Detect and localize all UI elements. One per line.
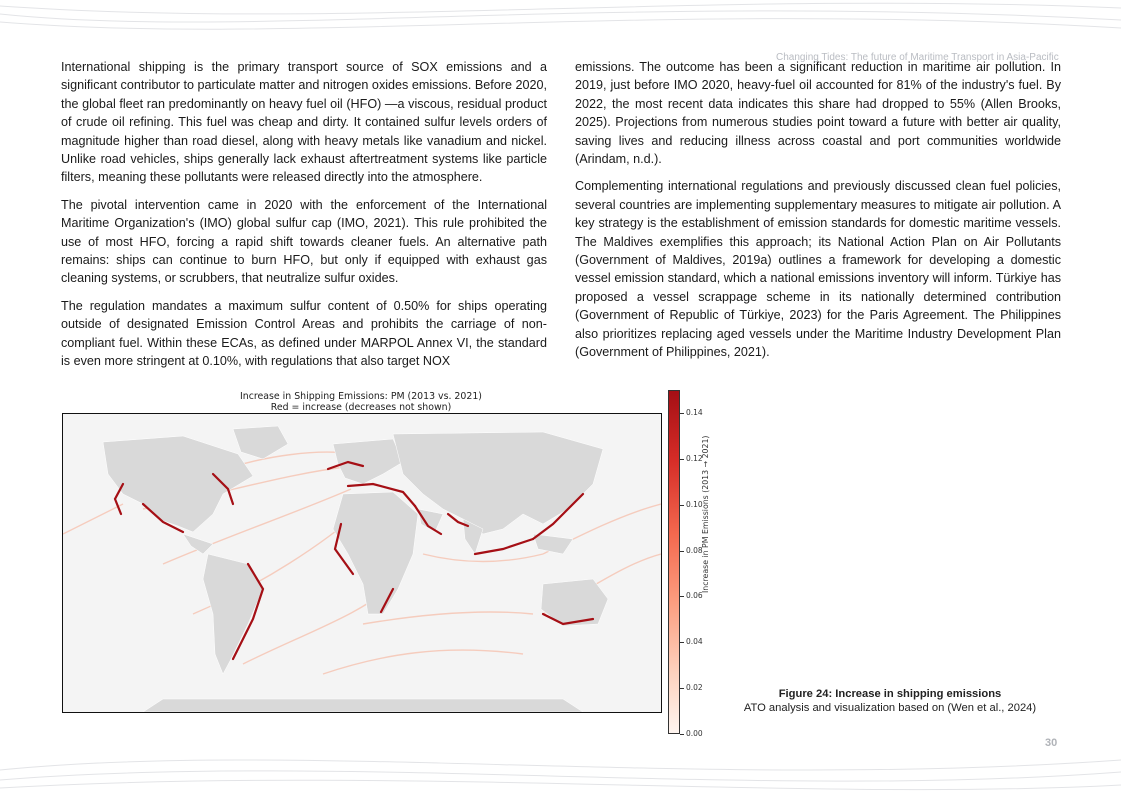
colorbar-tick-label: 0.12	[686, 454, 703, 463]
caption-title: Figure 24: Increase in shipping emissions	[778, 688, 1002, 700]
colorbar-tick	[680, 413, 684, 414]
colorbar-tick	[680, 596, 684, 597]
right-text-column	[575, 58, 1061, 371]
caption-source: ATO analysis and visualization based on (Wen et al., 2024)	[743, 702, 1037, 714]
colorbar-tick	[680, 551, 684, 552]
footer-wave-decoration	[0, 730, 1121, 793]
paragraph: International shipping is the primary transport source of SOX emissions and a significant contributor to particulate matter and nitrogen oxides emissions. Before 2020, the global fleet ran predominantly on heavy fuel oil (HFO) —a viscous, residual product of crude oil refining. This fuel was cheap and dirty. It contained sulfur levels orders of magnitude higher than road diesel, along with heavy metals like vanadium and nickel. Unlike road vehicles, ships generally lack exhaust aftertreatment systems like particle filters, meaning these pollutants were released directly into the atmosphere.	[61, 60, 547, 185]
paragraph: emissions. The outcome has been a significant reduction in maritime air pollution. In 2019, just before IMO 2020, heavy-fuel oil accounted for 81% of the industry's fuel. By 2022, the most recent data indicates this share had dropped to 55% (Allen Brooks, 2025). Projections from numerous studies point toward a future with better air quality, saving lives and reducing illness across coastal and port communities worldwide (Arindam, n.d.).	[575, 60, 1061, 167]
paragraph: The regulation mandates a maximum sulfur content of 0.50% for ships operating outside of designated Emission Control Areas and prohibits the carriage of non-compliant fuel. Within these ECAs, as defined under MARPOL Annex VI, the standard is even more stringent at 0.10%, with regulations that also target NOX	[61, 298, 547, 369]
colorbar-tick-label: 0.10	[686, 500, 703, 509]
colorbar-tick-label: 0.04	[686, 637, 703, 646]
colorbar-tick-label: 0.00	[686, 729, 703, 738]
colorbar	[668, 390, 680, 734]
emissions-map-figure	[60, 388, 710, 738]
running-header: Changing Tides: The future of Maritime Transport in Asia-Pacific	[776, 52, 1059, 63]
chart-subtitle: Red = increase (decreases not shown)	[270, 402, 452, 413]
antarctica	[143, 699, 583, 712]
paragraph: The pivotal intervention came in 2020 with the enforcement of the International Maritime Organization's (IMO) global sulfur cap (IMO, 2021). This rule prohibited the use of most HFO, forcing a rapid shift towards cleaner fuels. An alternative path remains: ships can continue to burn HFO, but only if equipped with exhaust gas cleaning systems, or scrubbers, that neutralize sulfur oxides.	[61, 197, 547, 286]
world-map	[62, 413, 662, 713]
colorbar-tick	[680, 459, 684, 460]
page-number: 30	[1045, 737, 1058, 749]
colorbar-tick	[680, 688, 684, 689]
colorbar-tick	[680, 734, 684, 735]
colorbar-tick-label: 0.14	[686, 408, 703, 417]
colorbar-tick-label: 0.08	[686, 546, 703, 555]
colorbar-tick	[680, 505, 684, 506]
left-text-column	[61, 58, 547, 380]
colorbar-tick-label: 0.06	[686, 591, 703, 600]
chart-title: Increase in Shipping Emissions: PM (2013 vs. 2021)	[240, 391, 482, 402]
colorbar-label: Increase in PM Emissions (2013 → 2021)	[701, 435, 710, 593]
figure-caption	[730, 688, 1050, 714]
colorbar-tick-label: 0.02	[686, 683, 703, 692]
paragraph: Complementing international regulations and previously discussed clean fuel policies, several countries are implementing supplementary measures to mitigate air pollution. A key strategy is the establishment of emission standards for domestic maritime vessels. The Maldives exemplifies this approach; its National Action Plan on Air Pollutants (Government of Maldives, 2019a) outlines a framework for developing a domestic vessel emission standard, which a national emissions inventory will inform. Türkiye has proposed a vessel scrappage scheme in its nationally determined contribution (Government of Republic of Türkiye, 2023) for the Paris Agreement. The Philippines also prioritizes replacing aged vessels under the Maritime Industry Development Plan (Government of Philippines, 2021).	[575, 179, 1061, 360]
world-map-svg	[63, 414, 661, 712]
header-wave-decoration	[0, 0, 1121, 60]
colorbar-tick	[680, 642, 684, 643]
